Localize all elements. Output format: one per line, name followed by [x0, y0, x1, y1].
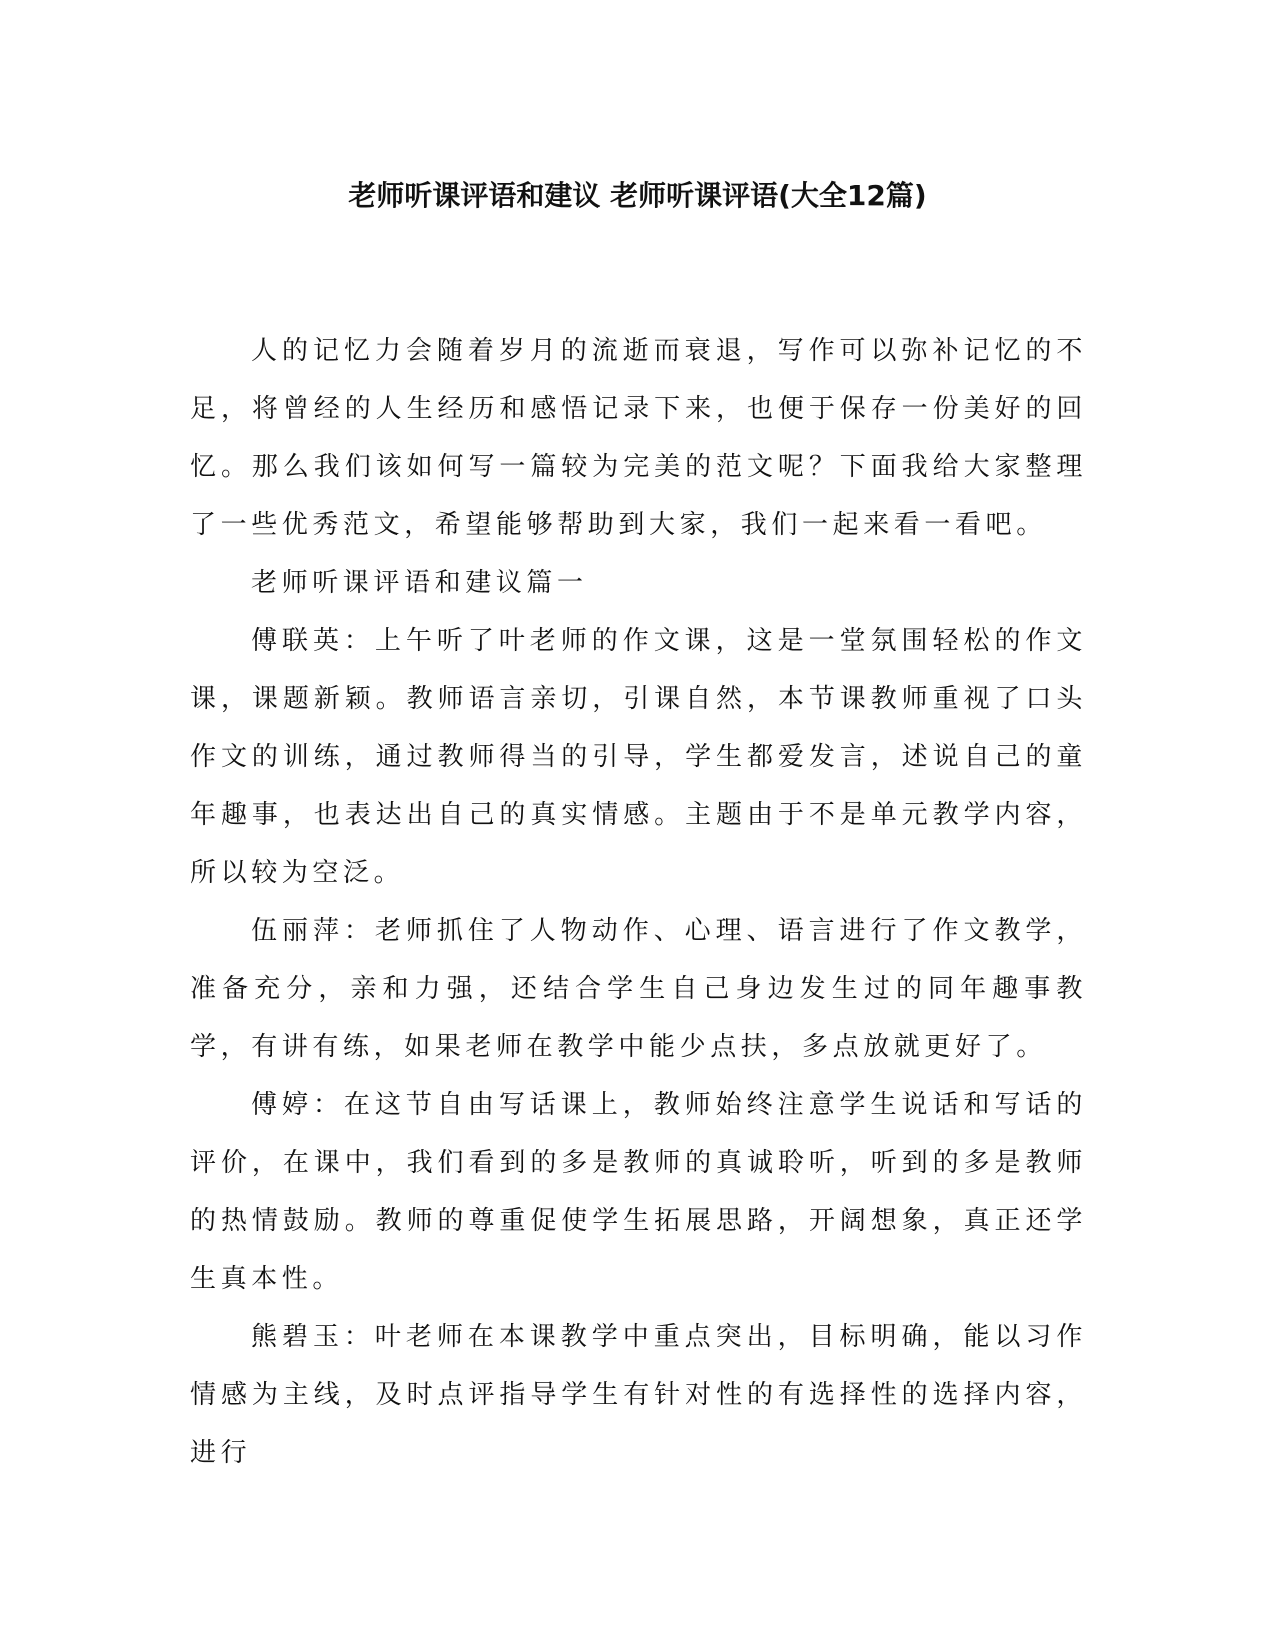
comment-paragraph: 傅婷：在这节自由写话课上，教师始终注意学生说话和写话的评价，在课中，我们看到的多是教师的真诚聆听，听到的多是教师的热情鼓励。教师的尊重促使学生拓展思路，开阔想象，真正还学生真本性。: [190, 1090, 1087, 1294]
intro-paragraph: 人的记忆力会随着岁月的流逝而衰退，写作可以弥补记忆的不足，将曾经的人生经历和感悟记录下来，也便于保存一份美好的回忆。那么我们该如何写一篇较为完美的范文呢？下面我给大家整理了一些优秀范文，希望能够帮助到大家，我们一起来看一看吧。: [190, 336, 1087, 540]
comment-paragraph: 熊碧玉：叶老师在本课教学中重点突出，目标明确，能以习作情感为主线，及时点评指导学生有针对性的有选择性的选择内容，进行: [190, 1322, 1087, 1468]
section-heading: 老师听课评语和建议篇一: [251, 568, 588, 598]
document-body: [190, 322, 1087, 1482]
comment-paragraph: 伍丽萍：老师抓住了人物动作、心理、语言进行了作文教学，准备充分，亲和力强，还结合学生自己身边发生过的同年趣事教学，有讲有练，如果老师在教学中能少点扶，多点放就更好了。: [190, 916, 1087, 1062]
comment-paragraph: 傅联英：上午听了叶老师的作文课，这是一堂氛围轻松的作文课，课题新颖。教师语言亲切，引课自然，本节课教师重视了口头作文的训练，通过教师得当的引导，学生都爱发言，述说自己的童年趣事，也表达出自己的真实情感。主题由于不是单元教学内容，所以较为空泛。: [190, 626, 1087, 888]
document-title: 老师听课评语和建议 老师听课评语(大全12篇): [348, 179, 927, 212]
